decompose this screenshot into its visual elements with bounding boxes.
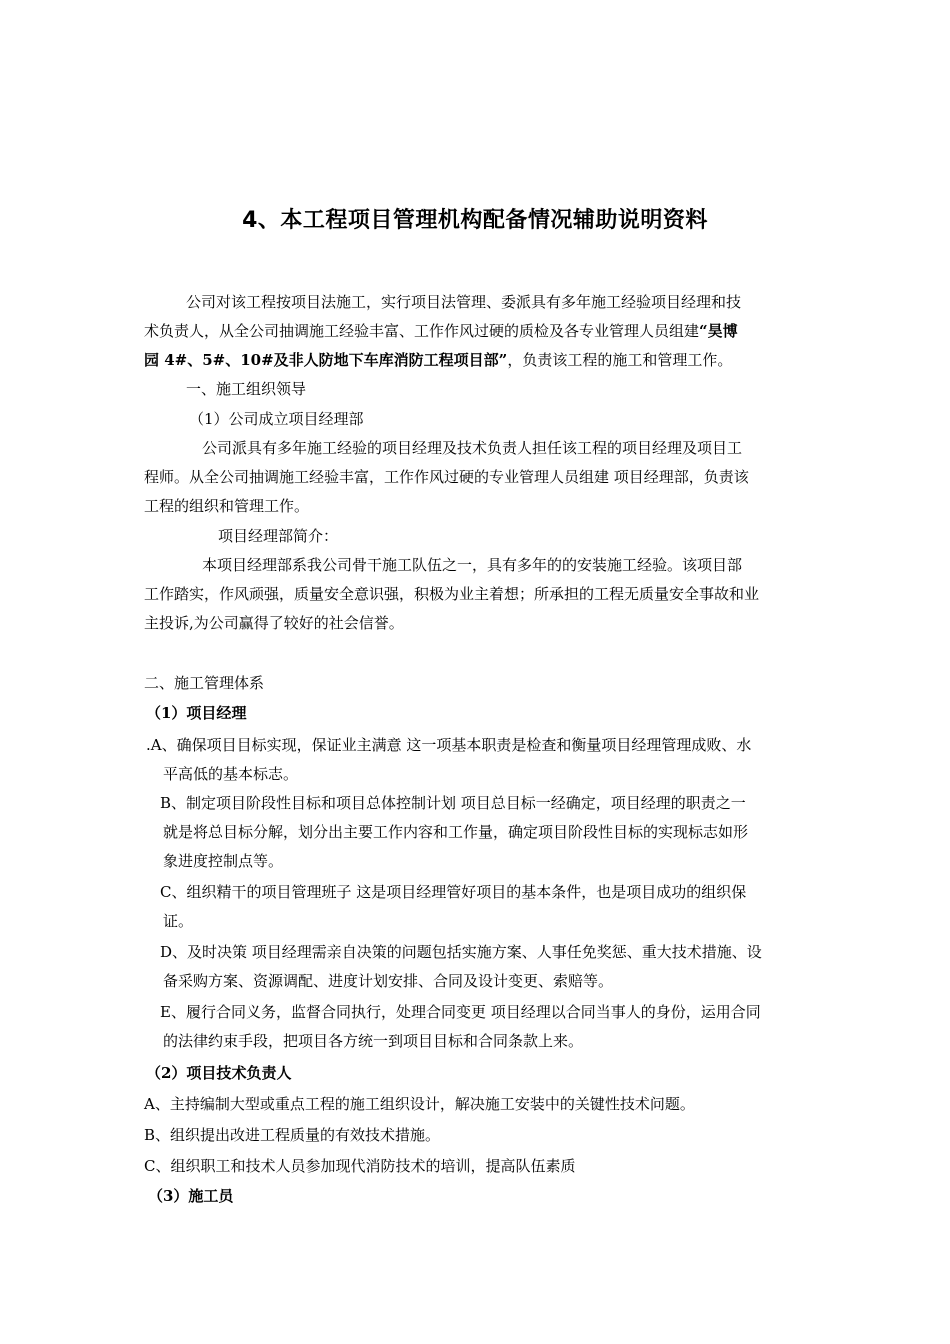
intro-text-end: ，负责该工程的施工和管理工作。 bbox=[507, 351, 733, 369]
paragraph-line: 本项目经理部系我公司骨干施工队伍之一，具有多年的的安装施工经验。该项目部 bbox=[202, 556, 743, 574]
list-item: 象进度控制点等。 bbox=[163, 852, 284, 870]
list-item: B、组织提出改进工程质量的有效技术措施。 bbox=[144, 1126, 441, 1144]
team-intro-label: 项目经理部简介： bbox=[218, 527, 339, 545]
list-item: D、及时决策 项目经理需亲自决策的问题包括实施方案、人事任免奖惩、重大技术措施、设 bbox=[160, 943, 762, 961]
list-item: .A、确保项目目标实现，保证业主满意 这一项基本职责是检查和衡量项目经理管理成败、水 bbox=[146, 736, 752, 754]
project-name-start: “昊博 bbox=[699, 322, 738, 340]
paragraph-line: 工作踏实，作风顽强，质量安全意识强，积极为业主着想；所承担的工程无质量安全事故和业 bbox=[144, 585, 760, 603]
list-item: C、组织职工和技术人员参加现代消防技术的培训，提高队伍素质 bbox=[144, 1157, 576, 1175]
tech-lead-heading: （2）项目技术负责人 bbox=[146, 1064, 292, 1082]
list-item: 备采购方案、资源调配、进度计划安排、合同及设计变更、索赔等。 bbox=[163, 972, 614, 990]
paragraph-line: 主投诉,为公司赢得了较好的社会信誉。 bbox=[144, 614, 404, 632]
list-item: 证。 bbox=[163, 912, 194, 930]
intro-line-3 bbox=[144, 350, 732, 370]
project-name: 园 4#、5#、10#及非人防地下车库消防工程项目部” bbox=[144, 351, 508, 369]
list-item: 平高低的基本标志。 bbox=[163, 765, 299, 783]
list-item: A、主持编制大型或重点工程的施工组织设计，解决施工安装中的关键性技术问题。 bbox=[144, 1095, 695, 1113]
list-item: 就是将总目标分解，划分出主要工作内容和工作量，确定项目阶段性目标的实现标志如形 bbox=[163, 823, 749, 841]
section-2-heading: 二、施工管理体系 bbox=[144, 674, 265, 692]
list-item: E、履行合同义务，监督合同执行，处理合同变更 项目经理以合同当事人的身份，运用合同 bbox=[160, 1003, 761, 1021]
construction-worker-heading: （3）施工员 bbox=[148, 1187, 234, 1205]
paragraph-line: 工程的组织和管理工作。 bbox=[144, 497, 310, 515]
list-item: 的法律约束手段，把项目各方统一到项目目标和合同条款上来。 bbox=[163, 1032, 584, 1050]
intro-line-1: 公司对该工程按项目法施工，实行项目法管理、委派具有多年施工经验项目经理和技 bbox=[186, 293, 742, 311]
section-1-subheading: （1）公司成立项目经理部 bbox=[189, 410, 364, 428]
list-item: B、制定项目阶段性目标和项目总体控制计划 项目总目标一经确定，项目经理的职责之一 bbox=[160, 794, 746, 812]
paragraph-line: 程师。从全公司抽调施工经验丰富，工作作风过硬的专业管理人员组建 项目经理部，负责该 bbox=[144, 468, 749, 486]
document-title: 4、本工程项目管理机构配备情况辅助说明资料 bbox=[242, 208, 708, 233]
project-manager-heading: （1）项目经理 bbox=[146, 704, 247, 722]
section-1-heading: 一、施工组织领导 bbox=[186, 380, 307, 398]
intro-text: 术负责人，从全公司抽调施工经验丰富、工作作风过硬的质检及各专业管理人员组建 bbox=[144, 322, 700, 340]
intro-line-2 bbox=[144, 321, 738, 341]
list-item: C、组织精干的项目管理班子 这是项目经理管好项目的基本条件，也是项目成功的组织保 bbox=[160, 883, 747, 901]
paragraph-line: 公司派具有多年施工经验的项目经理及技术负责人担任该工程的项目经理及项目工 bbox=[202, 439, 743, 457]
